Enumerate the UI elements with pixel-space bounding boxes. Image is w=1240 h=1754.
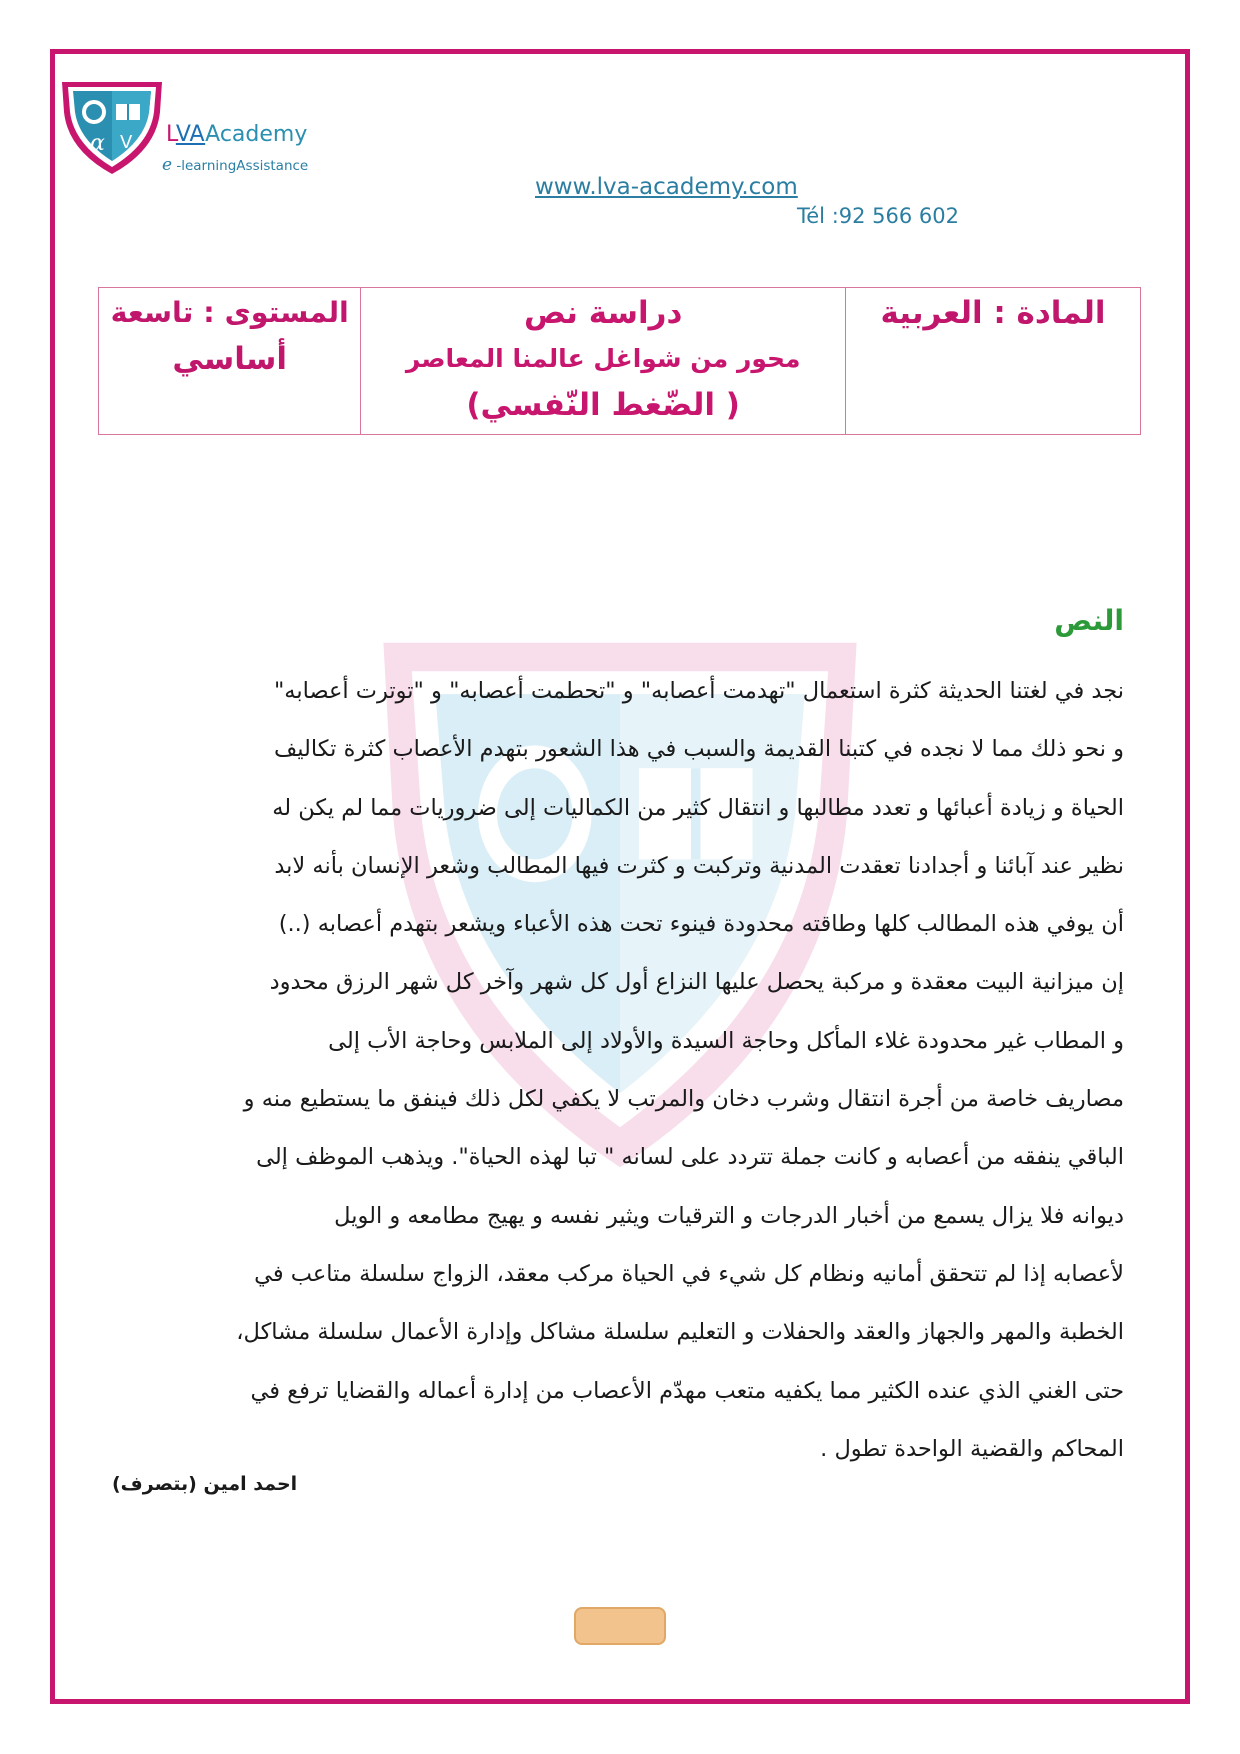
- page-number-box: [574, 1607, 666, 1645]
- section-heading: النص: [1054, 604, 1124, 637]
- level-line-1: المستوى : تاسعة: [110, 296, 349, 329]
- website-link[interactable]: www.lva-academy.com: [535, 174, 798, 200]
- svg-text:α: α: [90, 131, 105, 156]
- text-line: الحياة و زيادة أعبائها و تعدد مطالبها و انتقال كثير من الكماليات إلى ضروريات مما لم يكن له: [272, 794, 1124, 821]
- svg-text:V: V: [120, 132, 133, 153]
- text-line: الباقي ينفقه من أعصابه و كانت جملة تتردد على لسانه " تبا لهذه الحياة". ويذهب الموظف إلى: [256, 1144, 1124, 1171]
- brand-tagline: e -learningAssistance: [162, 155, 309, 175]
- level-cell: [99, 288, 361, 435]
- text-line: حتى الغني الذي عنده الكثير مما يكفيه متعب مهدّم الأعصاب من إدارة أعماله والقضايا ترفع في: [250, 1377, 1124, 1404]
- text-line: إن ميزانية البيت معقدة و مركبة يحصل عليها النزاع أول كل شهر وآخر كل شهر الرزق محدود: [269, 969, 1124, 996]
- text-line: نجد في لغتنا الحديثة كثرة استعمال "تهدمت أعصابه" و "تحطمت أعصابه" و "توترت أعصابه": [273, 678, 1124, 704]
- text-line: نظير عند آبائنا و أجدادنا تعقدت المدنية وتركبت و كثرت فيها المطالب وشعر الإنسان بأنه لابد: [274, 852, 1124, 879]
- subject-label: المادة : العربية: [880, 295, 1106, 331]
- text-line: الخطبة والمهر والجهاز والعقد والحفلات و التعليم سلسلة مشاكل وإدارة الأعمال سلسلة مشاكل،: [236, 1319, 1124, 1346]
- brand-name: LVAAcademy: [166, 122, 308, 147]
- title-line-1: دراسة نص: [523, 295, 683, 331]
- title-cell: [361, 288, 846, 435]
- text-line: و نحو ذلك مما لا نجده في كتبنا القديمة والسبب في هذا الشعور بتهدم الأعصاب كثرة تكاليف: [273, 736, 1124, 763]
- title-line-3: ( الضّغط النّفسي): [466, 387, 740, 423]
- text-line: المحاكم والقضية الواحدة تطول .: [820, 1435, 1124, 1462]
- text-line: لأعصابه إذا لم تتحقق أمانيه ونظام كل شيء في الحياة مركب معقد، الزواج سلسلة متاعب في: [254, 1260, 1124, 1287]
- lva-academy-logo: [56, 78, 168, 178]
- title-line-2: محور من شواغل عالمنا المعاصر: [405, 344, 801, 373]
- phone-number: Tél :92 566 602: [797, 204, 960, 228]
- text-line: مصاريف خاصة من أجرة انتقال وشرب دخان والمرتب لا يكفي لكل ذلك فينفق ما يستطيع منه و: [243, 1086, 1124, 1113]
- text-line: ديوانه فلا يزال يسمع من أخبار الدرجات و الترقيات ويثير نفسه و يهيج مطامعه و الويل: [334, 1202, 1124, 1229]
- header-table: [98, 287, 1141, 435]
- text-body: [112, 662, 1124, 1478]
- author-credit: احمد امين (بتصرف): [112, 1473, 298, 1495]
- text-line: أن يوفي هذه المطالب كلها وطاقته محدودة فينوء تحت هذه الأعباء ويشعر بتهدم أعصابه (..): [278, 911, 1124, 938]
- subject-cell: [845, 288, 1140, 435]
- text-line: و المطاب غير محدودة غلاء المأكل وحاجة السيدة والأولاد إلى الملابس وحاجة الأب إلى: [328, 1027, 1124, 1054]
- level-line-2: أساسي: [172, 341, 287, 377]
